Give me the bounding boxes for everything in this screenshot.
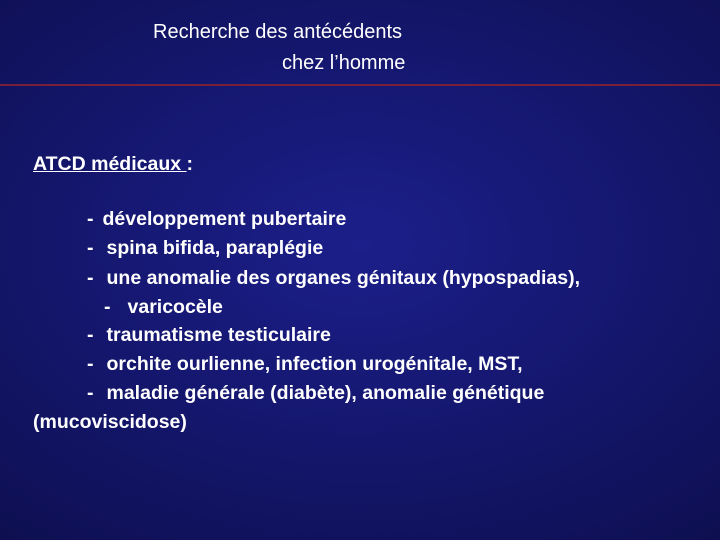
list-item (87, 352, 523, 376)
list-item (87, 207, 346, 231)
bullet-dash: - (87, 353, 94, 375)
list-item-text: orchite ourlienne, infection urogénitale, MST, (106, 353, 523, 375)
bullet-dash: - (87, 324, 94, 346)
list-item-text: une anomalie des organes génitaux (hypospadias), (106, 267, 581, 289)
list-continuation: (mucoviscidose) (33, 411, 187, 433)
list-item (87, 323, 331, 347)
list-item-text: traumatisme testiculaire (106, 324, 331, 346)
list-item (87, 236, 323, 260)
list-item (87, 266, 580, 290)
list-item-text: varicocèle (127, 296, 223, 318)
list-item-text: spina bifida, paraplégie (106, 237, 324, 259)
list-item (87, 381, 544, 405)
bullet-dash: - (104, 296, 111, 318)
bullet-dash: - (87, 382, 94, 404)
bullet-dash: - (87, 237, 94, 259)
list-item-text: maladie générale (diabète), anomalie génétique (106, 382, 545, 404)
section-heading (33, 152, 193, 176)
bullet-dash: - (87, 267, 94, 289)
heading-colon: : (186, 153, 194, 175)
title-line-1: Recherche des antécédents (153, 21, 403, 43)
list-item (104, 295, 223, 319)
title-line-2: chez l’homme (282, 52, 406, 74)
bullet-dash: - (87, 208, 94, 230)
title-divider (0, 84, 720, 86)
heading-label: ATCD médicaux (33, 153, 187, 175)
slide-title (0, 0, 720, 84)
list-item-text: développement pubertaire (102, 208, 347, 230)
